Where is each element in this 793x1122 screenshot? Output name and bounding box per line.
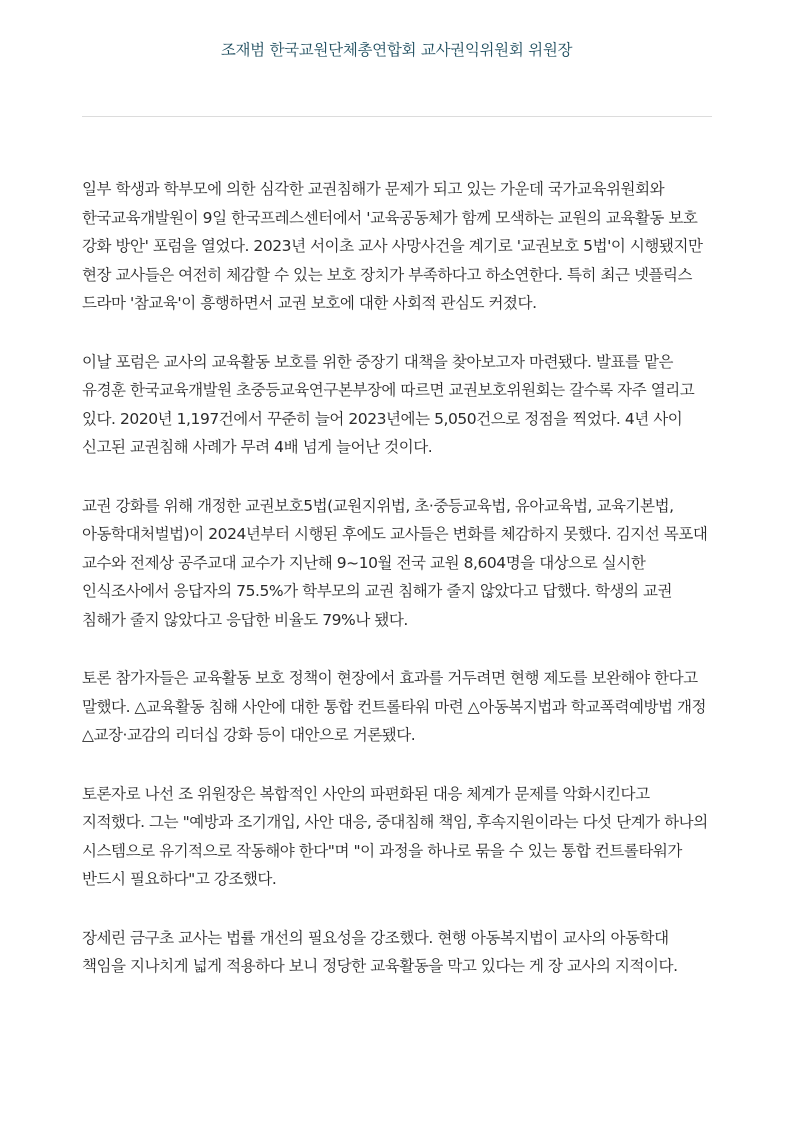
article-paragraph: 교권 강화를 위해 개정한 교권보호5법(교원지위법, 초·중등교육법, 유아교육법, 교육기본법, 아동학대처벌법)이 2024년부터 시행된 후에도 교사들은 변화를 체감하지 못했다. 김지선 목포대 교수와 전제상 공주교대 교수가 지난해 9~10월 전국 교원 8,604명을 대상으로 실시한 인식조사에서 응답자의 75.5%가 학부모의 교권 침해가 줄지 않았다고 답했다. 학생의 교권 침해가 줄지 않았다고 응답한 비율도 79%나 됐다. xyxy=(82,496,708,629)
article-paragraph: 토론자로 나선 조 위원장은 복합적인 사안의 파편화된 대응 체계가 문제를 악화시킨다고 지적했다. 그는 "예방과 조기개입, 사안 대응, 중대침해 책임, 후속지원이라는 다섯 단계가 하나의 시스템으로 유기적으로 작동해야 한다"며 "이 과정을 하나로 묶을 수 있는 통합 컨트롤타워가 반드시 필요하다"고 강조했다. xyxy=(82,784,708,888)
caption-divider xyxy=(82,116,712,117)
article-paragraph: 토론 참가자들은 교육활동 보호 정책이 현장에서 효과를 거두려면 현행 제도를 보완해야 한다고 말했다. △교육활동 침해 사안에 대한 통합 컨트롤타워 마련 △아동복지법과 학교폭력예방법 개정 △교장·교감의 리더십 강화 등이 대안으로 거론됐다. xyxy=(82,669,707,744)
photo-caption: 조재범 한국교원단체총연합회 교사권익위원회 위원장 xyxy=(220,41,573,59)
article-paragraph: 장세린 금구초 교사는 법률 개선의 필요성을 강조했다. 현행 아동복지법이 교사의 아동학대 책임을 지나치게 넓게 적용하다 보니 정당한 교육활동을 막고 있다는 게 장 교사의 지적이다. xyxy=(82,928,678,975)
article-paragraph: 일부 학생과 학부모에 의한 심각한 교권침해가 문제가 되고 있는 가운데 국가교육위원회와 한국교육개발원이 9일 한국프레스센터에서 '교육공동체가 함께 모색하는 교원의 교육활동 보호 강화 방안' 포럼을 열었다. 2023년 서이초 교사 사망사건을 계기로 '교권보호 5법'이 시행됐지만 현장 교사들은 여전히 체감할 수 있는 보호 장치가 부족하다고 하소연한다. 특히 최근 넷플릭스 드라마 '참교육'이 흥행하면서 교권 보호에 대한 사회적 관심도 커졌다. xyxy=(82,180,703,312)
article-paragraph: 이날 포럼은 교사의 교육활동 보호를 위한 중장기 대책을 찾아보고자 마련됐다. 발표를 맡은 유경훈 한국교육개발원 초중등교육연구본부장에 따르면 교권보호위원회는 갈수록 자주 열리고 있다. 2020년 1,197건에서 꾸준히 늘어 2023년에는 5,050건으로 정점을 찍었다. 4년 사이 신고된 교권침해 사례가 무려 4배 넘게 늘어난 것이다. xyxy=(82,352,695,456)
article-body xyxy=(82,175,712,1011)
